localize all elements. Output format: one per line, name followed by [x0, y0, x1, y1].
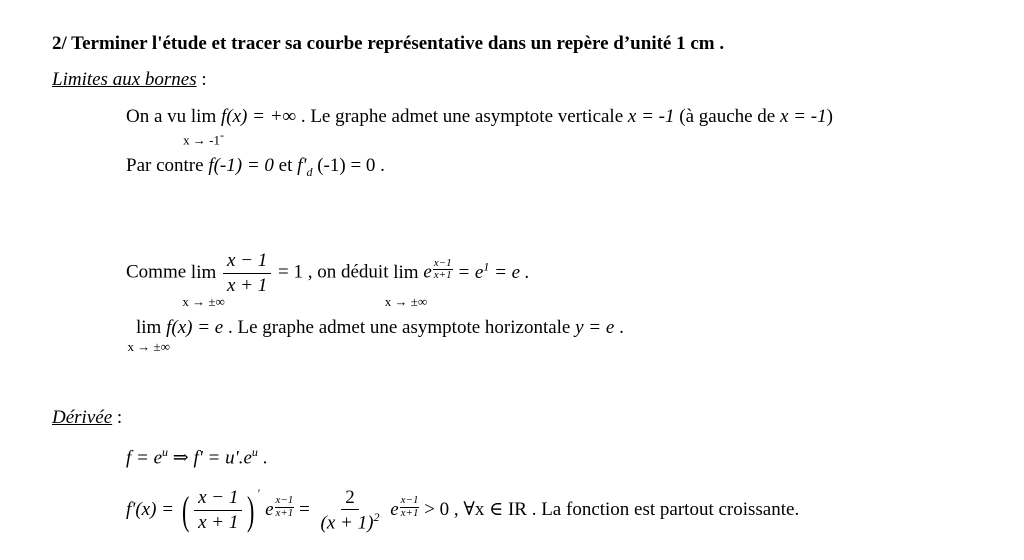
equation-fd: (-1) = 0 . [312, 155, 385, 176]
limit-operator-2 [384, 261, 428, 309]
derivative-symbol: $f'_d$ [297, 155, 313, 179]
heading: 2/ Terminer l'étude et tracer sa courbe représentative dans un repère d’unité 1 cm . [52, 33, 725, 54]
exp-denominator: x+1 [400, 506, 419, 519]
lim-word: lim [190, 106, 217, 127]
text-prefix: Par contre [126, 155, 209, 176]
limit-subscript: x → ±∞ [384, 293, 428, 309]
fraction [194, 487, 242, 534]
exponent-fraction [433, 258, 453, 282]
rule-f: f = e [126, 447, 163, 469]
fraction-numerator: 2 [341, 487, 359, 511]
fraction-denominator: $(x + 1)^2$ [320, 510, 380, 534]
fraction-denominator: x + 1 [227, 274, 268, 296]
equation-x-2: x = -1 [780, 106, 827, 127]
prime-mark: ′ [257, 486, 261, 500]
lim-word: lim [136, 317, 162, 338]
line-limit-comme [126, 250, 530, 309]
equation-f: f(-1) = 0 [208, 155, 274, 176]
rhs: = $e^1 = e$ . [452, 259, 530, 283]
limit-subscript: x → ±∞ [182, 293, 225, 309]
line-derivative-rule [126, 445, 267, 469]
line-derivative [126, 486, 799, 535]
colon: : [112, 407, 123, 428]
line-horizontal-asymptote [127, 317, 624, 354]
fraction-2 [317, 487, 384, 535]
exp-base-2: e [390, 499, 399, 520]
derivee-label: Dérivée [52, 407, 113, 428]
fraction-denominator: x + 1 [198, 512, 239, 534]
text-suffix: . Le graphe admet une asymptote horizontale [223, 317, 576, 338]
exp-numerator: x−1 [275, 494, 294, 506]
line-vertical-asymptote [126, 106, 833, 148]
derivative-lhs: f'(x) = [126, 499, 179, 520]
exp-denominator: x+1 [275, 506, 294, 519]
exp-denominator: x+1 [433, 269, 452, 282]
text-end: . [614, 317, 624, 338]
text-suffix: . Le graphe admet une asymptote verticale [296, 106, 628, 127]
exponent-fraction [275, 495, 295, 519]
text-paren: (à gauche de [674, 106, 780, 127]
exp-base: e [265, 499, 274, 520]
limit-operator [182, 261, 225, 309]
limites-label: Limites aux bornes [52, 69, 197, 90]
text-eq: = [294, 499, 315, 520]
rule-fprime-exp: u [251, 445, 258, 459]
text-prefix: On a vu [126, 106, 191, 127]
close-paren: ) [826, 106, 833, 127]
conclusion-text: > 0 , ∀x ∈ IR . La fonction est partout croissante. [419, 499, 800, 520]
exp-numerator: x−1 [433, 256, 452, 269]
equation-y: y = e [575, 317, 615, 338]
section-title-limites [52, 69, 207, 91]
text-end: . [257, 447, 268, 469]
line-values-at-minus-one [126, 155, 385, 180]
rule-fprime: f' = u'.e [193, 447, 252, 469]
limit-expression: f(x) = +∞ [221, 106, 297, 127]
limit-subscript: x → ±∞ [127, 339, 170, 354]
exp-numerator: x−1 [400, 494, 419, 506]
exponent-fraction-2 [400, 495, 420, 519]
text-prefix: Comme [126, 261, 191, 283]
fraction-numerator: x − 1 [194, 487, 242, 511]
section-title-derivee [52, 407, 122, 429]
limit-expression: f(x) = e [161, 317, 224, 338]
equation-x: x = -1 [627, 106, 675, 127]
rule-f-exp: u [162, 445, 169, 459]
lim-word: lim [190, 261, 217, 283]
open-paren: ( [181, 487, 190, 533]
implies-symbol: ⇒ [168, 447, 194, 469]
fraction [223, 250, 271, 297]
text-and: et [273, 155, 298, 176]
fraction-numerator: x − 1 [223, 250, 271, 274]
limit-subscript: x → -1- [183, 128, 224, 148]
exp-base: e [423, 261, 432, 283]
limit-operator [127, 317, 170, 354]
close-paren: ) [247, 487, 255, 533]
text-eq: = 1 , on déduit [273, 261, 394, 283]
limit-operator [183, 106, 224, 148]
colon: : [196, 69, 207, 90]
lim-word: lim [393, 261, 419, 283]
